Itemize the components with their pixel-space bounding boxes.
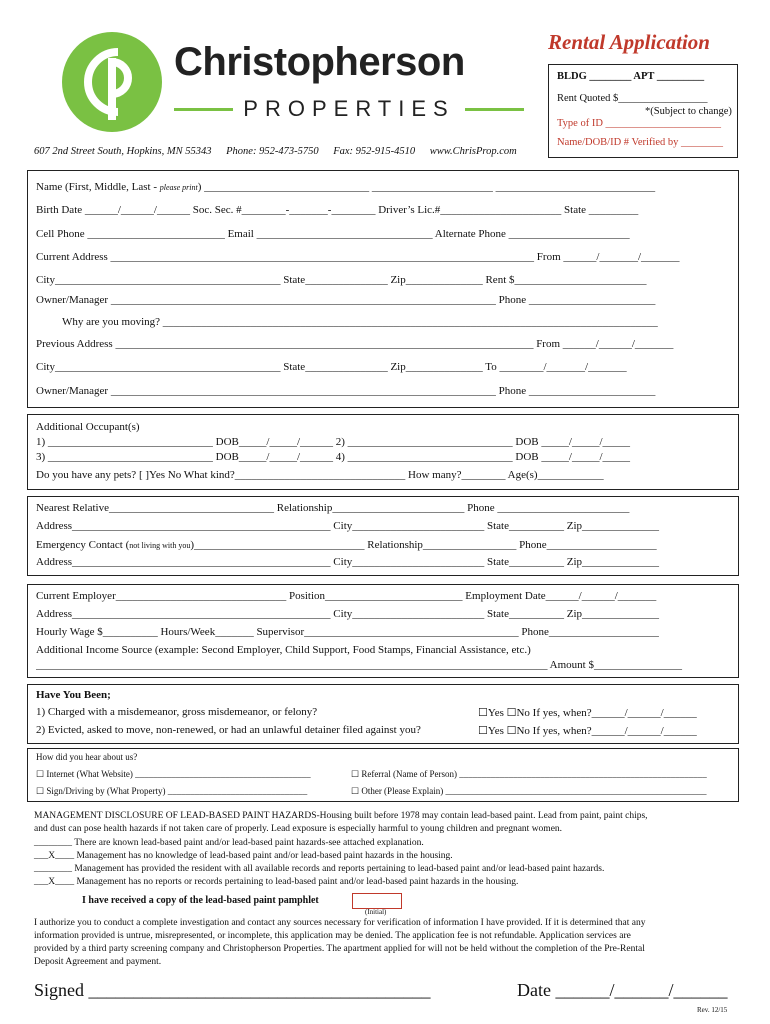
current-city-field[interactable]: City_________________________________________ State_______________ Zip______________ Rent $________________________ <box>36 274 647 286</box>
web-text: www.ChrisProp.com <box>429 146 517 157</box>
fax-text: Fax: 952-915-4510 <box>333 146 416 157</box>
authorize-line-2: information provided is untrue, misrepresented, or incomplete, this application may be denied. The application fee is not refundable. Application services are <box>34 931 631 941</box>
additional-income-label: Additional Income Source (example: Second Employer, Child Support, Food Stamps, Financial Assistance, etc.) <box>36 644 531 656</box>
disclosure-choice-3[interactable]: ________ Management has provided the resident with all available records and reports pertaining to lead-based paint and/or lead-based paint hazards. <box>34 864 605 874</box>
name-field[interactable]: Name (First, Middle, Last - please print) ______________________________ ______________________ _____________________________ <box>36 181 656 193</box>
occupants-row-2[interactable]: 3) ______________________________ DOB_____/_____/______ 4) ______________________________ DOB _____/_____/_____ <box>36 451 630 463</box>
applicant-section <box>27 170 739 408</box>
referral-sign[interactable]: ☐ Sign/Driving by (What Property) _______________________________ <box>36 786 308 796</box>
phone-email-field[interactable]: Cell Phone _________________________ Email ________________________________ Alternate Phone ______________________ <box>36 228 630 240</box>
question-2: 2) Evicted, asked to move, non-renewed, or had an unlawful detainer filed against you? <box>36 724 421 736</box>
additional-income-field[interactable]: _____________________________________________________________________________________________ Amount $________________ <box>36 659 682 671</box>
initial-label: (Initial) <box>365 908 387 916</box>
page-title: Rental Application <box>548 30 710 54</box>
wage-field[interactable]: Hourly Wage $__________ Hours/Week_______ Supervisor_______________________________________ Phone____________________ <box>36 626 659 638</box>
company-logo <box>62 32 527 142</box>
disclosure-choice-1[interactable]: ________ There are known lead-based paint and/or lead-based paint hazards-see attached explanation. <box>34 838 424 848</box>
disclosure-line-1: MANAGEMENT DISCLOSURE OF LEAD-BASED PAINT HAZARDS-Housing built before 1978 may contain lead-based paint. Lead from paint, paint chips, <box>34 811 648 821</box>
subject-note: *(Subject to change) <box>645 106 732 117</box>
rent-quoted-field[interactable]: Rent Quoted $_________________ <box>557 93 708 104</box>
authorize-line-3: provided by a third party screening company and Christopherson Properties. The apartment applied for will not be held without the completion of the Pre-Rental <box>34 944 645 954</box>
referral-internet[interactable]: ☐ Internet (What Website) _______________________________________ <box>36 769 311 779</box>
referral-title: How did you hear about us? <box>36 752 138 762</box>
disclosure-choice-4[interactable]: ___X____ Management has no reports or records pertaining to lead-based paint and/or lead-based paint hazards in the housing. <box>34 877 519 887</box>
employment-section <box>27 584 739 678</box>
current-address-field[interactable]: Current Address _____________________________________________________________________________ From ______/_______/_______ <box>36 251 680 263</box>
have-you-been-title: Have You Been; <box>36 689 111 701</box>
disclosure-choice-2[interactable]: ___X____ Management has no knowledge of lead-based paint and/or lead-based paint hazards in the housing. <box>34 851 453 861</box>
referral-section <box>27 748 739 802</box>
answer-1-checkboxes[interactable]: ☐Yes ☐No If yes, when?______/______/______ <box>478 707 697 719</box>
occupants-section <box>27 414 739 490</box>
referral-person[interactable]: ☐ Referral (Name of Person) _______________________________________________________ <box>351 769 707 779</box>
relative-section <box>27 496 739 576</box>
referral-other[interactable]: ☐ Other (Please Explain) __________________________________________________________ <box>351 786 707 796</box>
logo-sub: PROPERTIES <box>174 96 524 122</box>
office-use-box <box>548 64 738 158</box>
contact-line <box>34 146 529 157</box>
birth-ssn-license-field[interactable]: Birth Date ______/______/______ Soc. Sec. #________-_______-________ Driver’s Lic.#______________________ State _________ <box>36 204 639 216</box>
current-owner-field[interactable]: Owner/Manager ______________________________________________________________________ Phone _______________________ <box>36 294 656 306</box>
employer-address-field[interactable]: Address_______________________________________________ City________________________ State__________ Zip______________ <box>36 608 660 620</box>
occupants-row-1[interactable]: 1) ______________________________ DOB_____/_____/______ 2) ______________________________ DOB _____/_____/_____ <box>36 436 630 448</box>
initial-input[interactable] <box>352 893 402 909</box>
revision-text: Rev. 12/15 <box>697 1006 728 1014</box>
occupants-title: Additional Occupant(s) <box>36 421 140 433</box>
type-of-id-field[interactable]: Type of ID ______________________ <box>557 118 722 129</box>
emergency-address-field[interactable]: Address_______________________________________________ City________________________ State__________ Zip______________ <box>36 556 660 568</box>
logo-monogram-icon <box>62 32 162 132</box>
pets-field[interactable]: Do you have any pets? [ ]Yes No What kind?_______________________________ How many?________ Age(s)____________ <box>36 469 604 481</box>
employer-field[interactable]: Current Employer_______________________________ Position_________________________ Employment Date______/______/_______ <box>36 590 657 602</box>
authorize-line-4: Deposit Agreement and payment. <box>34 957 162 967</box>
bldg-apt-field[interactable]: BLDG ________ APT _________ <box>557 71 705 82</box>
emergency-contact-field[interactable]: Emergency Contact (not living with you)_______________________________ Relationship_________________ Phone____________________ <box>36 539 657 551</box>
previous-address-field[interactable]: Previous Address ____________________________________________________________________________ From ______/______/_______ <box>36 338 674 350</box>
answer-2-checkboxes[interactable]: ☐Yes ☐No If yes, when?______/______/______ <box>478 725 697 737</box>
have-you-been-section <box>27 684 739 744</box>
previous-city-field[interactable]: City_________________________________________ State_______________ Zip______________ To ________/_______/_______ <box>36 361 627 373</box>
previous-owner-field[interactable]: Owner/Manager ______________________________________________________________________ Phone _______________________ <box>36 385 656 397</box>
question-1: 1) Charged with a misdemeanor, gross misdemeanor, or felony? <box>36 706 318 718</box>
nearest-relative-field[interactable]: Nearest Relative______________________________ Relationship________________________ Phone ________________________ <box>36 502 630 514</box>
authorize-line-1: I authorize you to conduct a complete investigation and contact any sources necessary for verification of information I have provided. If it is determined that any <box>34 918 646 928</box>
logo-name: Christopherson <box>174 40 465 84</box>
address-text: 607 2nd Street South, Hopkins, MN 55343 <box>34 146 212 157</box>
pamphlet-received: I have received a copy of the lead-based paint pamphlet <box>82 895 319 906</box>
signature-field[interactable]: Signed ______________________________________ <box>34 980 431 1000</box>
phone-text: Phone: 952-473-5750 <box>226 146 319 157</box>
relative-address-field[interactable]: Address_______________________________________________ City________________________ State__________ Zip______________ <box>36 520 660 532</box>
date-field[interactable]: Date ______/______/______ <box>517 980 728 1000</box>
disclosure-line-2: and dust can pose health hazards if not taken care of properly. Lead exposure is especially harmful to young children and pregnant women. <box>34 824 563 834</box>
verified-by-field[interactable]: Name/DOB/ID # Verified by ________ <box>557 137 724 148</box>
why-moving-field[interactable]: Why are you moving? __________________________________________________________________________________________ <box>62 316 658 328</box>
